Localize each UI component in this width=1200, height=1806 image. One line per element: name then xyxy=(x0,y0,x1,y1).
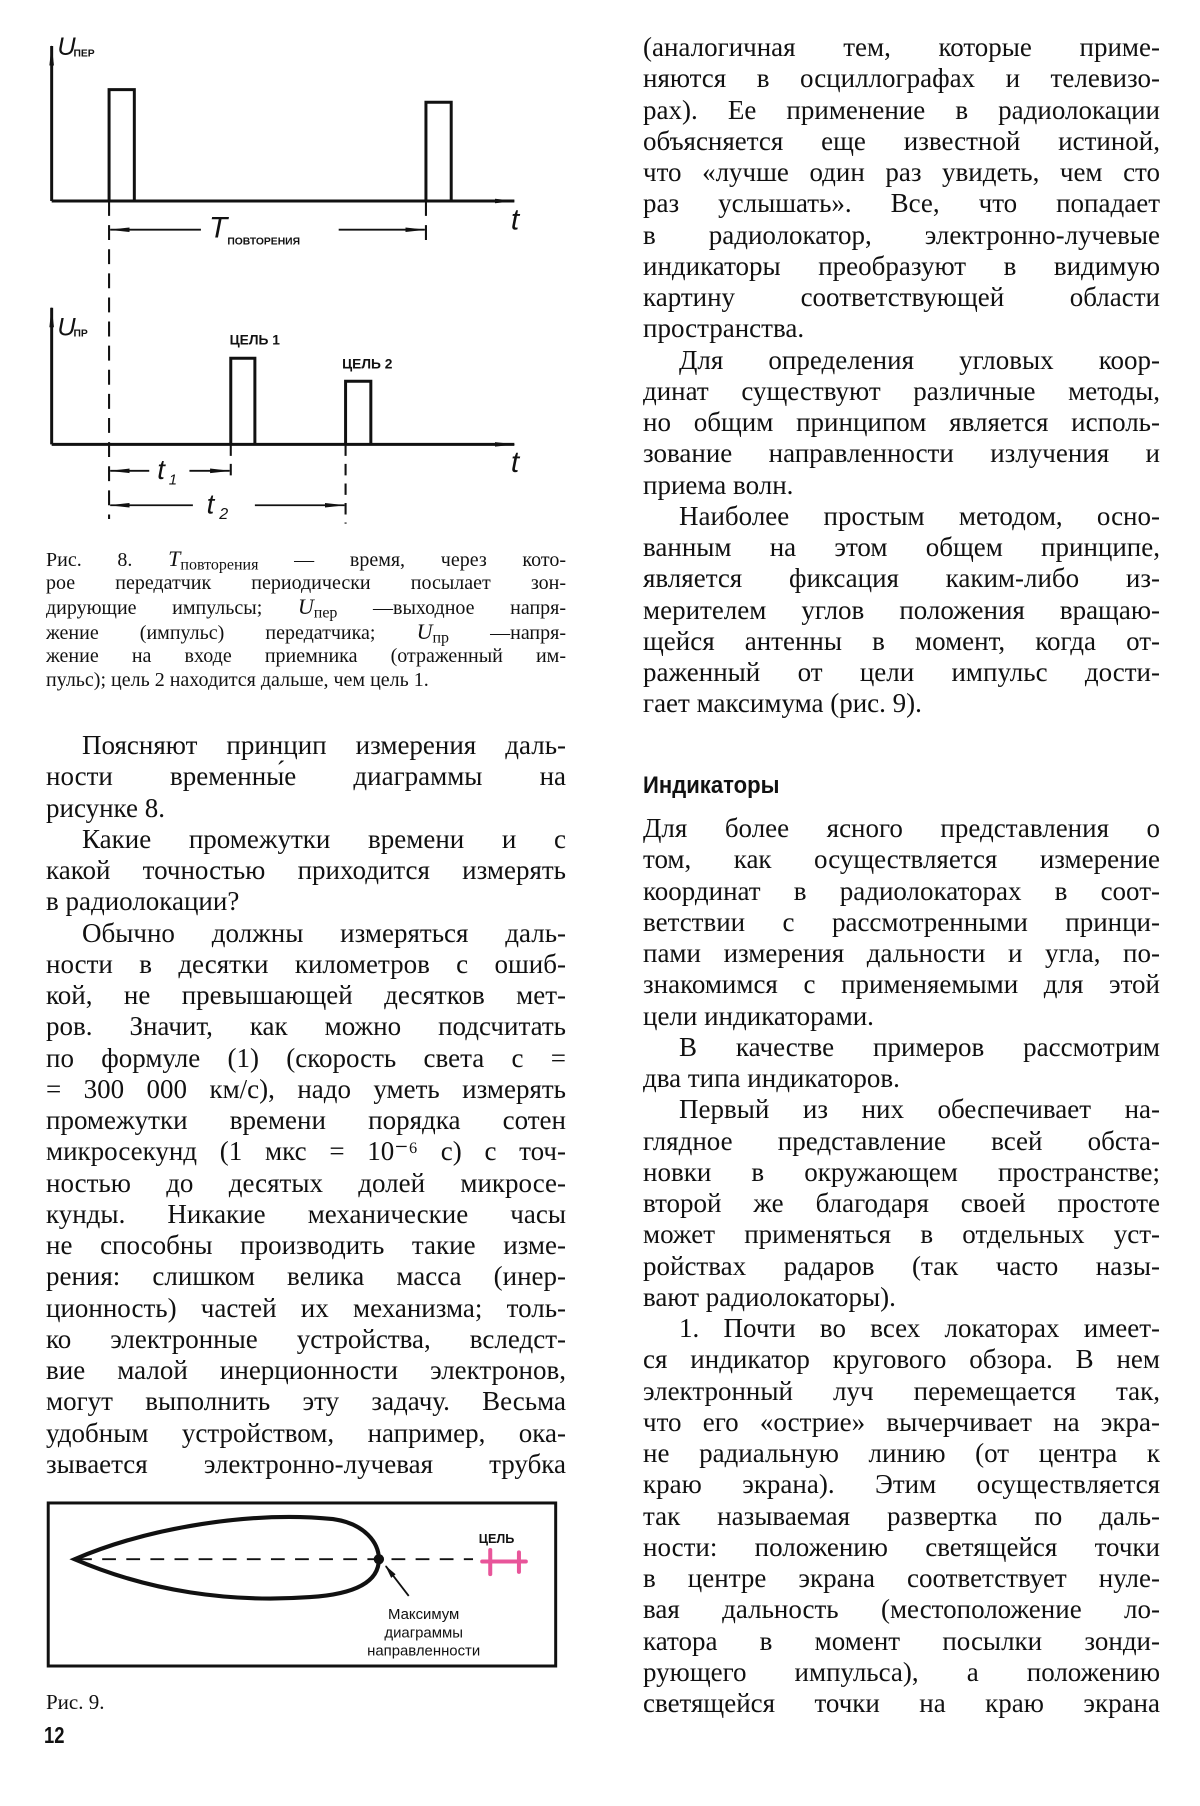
caption-line xyxy=(46,618,566,647)
page-number: 12 xyxy=(44,1722,65,1748)
text-line: какой точностью приходится измерять xyxy=(46,855,566,885)
text-line: вают радиолокаторы). xyxy=(643,1281,896,1312)
text-line: щейся антенны в момент, когда от- xyxy=(643,625,1160,656)
text-line: приема волн. xyxy=(643,469,794,500)
text-line: удобным устройством, например, ока- xyxy=(46,1417,566,1448)
text-line: (аналогичная тем, которые приме- xyxy=(643,32,1160,62)
caption-line: жение на входе приемника (отраженный им- xyxy=(46,644,566,667)
target-2-label: ЦЕЛЬ 2 xyxy=(342,356,393,372)
text-line: няются в осциллографах и телевизо- xyxy=(643,63,1160,94)
maximum-pointer-arrow xyxy=(386,1566,409,1596)
t-axis-label-top: t xyxy=(510,203,520,237)
text-line: новки в окружающем пространстве; xyxy=(643,1156,1160,1187)
text-line: в радиолокатор, электронно-лучевые xyxy=(643,219,1160,250)
text-line: не способны производить такие изме- xyxy=(46,1230,566,1260)
text-line: ности временны́е диаграммы на xyxy=(46,761,566,792)
caption-text: дирующие импульсы; xyxy=(46,597,298,620)
maximum-label-line-2: диаграммы xyxy=(384,1624,463,1642)
text-line: второй же благодаря своей простоте xyxy=(643,1188,1160,1218)
target-aircraft-icon xyxy=(482,1550,526,1574)
text-line: кой, не превышающей десятков мет- xyxy=(46,980,566,1010)
text-line: но общим принципом является исполь- xyxy=(643,407,1160,437)
text-line: В качестве примеров рассмотрим xyxy=(679,1031,1160,1062)
right-column-text-top xyxy=(643,32,1160,720)
t1-sub: 1 xyxy=(168,471,178,489)
text-line: могут выполнить эту задачу. Весьма xyxy=(46,1386,566,1417)
text-line: раз услышать». Все, что попадает xyxy=(643,188,1160,219)
caption-text: —напря- xyxy=(449,621,566,644)
text-line: краю экрана). Этим осуществляется xyxy=(643,1469,1160,1500)
caption-text: —выходное напря- xyxy=(337,597,566,620)
italic-symbol: U xyxy=(416,618,433,644)
text-line: объясняется еще известной истиной, xyxy=(643,125,1160,156)
text-line: может применяться в отдельных уст- xyxy=(643,1219,1160,1250)
text-line: вая дальность (местоположение ло- xyxy=(643,1594,1160,1625)
transmit-pulse-1 xyxy=(109,90,134,201)
maximum-label-line-1: Максимум xyxy=(388,1605,460,1623)
echo-pulse-target-1 xyxy=(231,358,255,444)
text-line: ко электронные устройства, вследст- xyxy=(46,1323,566,1354)
caption-line: рое передатчик периодически посылает зон- xyxy=(46,572,566,595)
caption-text: — время, через кото- xyxy=(258,549,566,571)
text-line: раженный от цели импульс дости- xyxy=(643,657,1160,687)
period-T-label: T xyxy=(208,211,228,245)
text-line: не радиальную линию (от центра к xyxy=(643,1438,1160,1468)
echo-pulse-target-2 xyxy=(346,381,371,444)
text-line: в радиолокации? xyxy=(46,886,240,917)
text-line: = 300 000 км/с), надо уметь измерять xyxy=(46,1073,566,1104)
text-line: ванным на этом общем принципе, xyxy=(643,532,1160,562)
caption-text: Рис. 8. xyxy=(46,549,169,571)
t2-sub: 2 xyxy=(219,505,229,524)
italic-symbol: T xyxy=(168,546,181,571)
text-line: что «лучше один раз увидеть, чем сто xyxy=(643,157,1160,187)
text-line: катора в момент посылки зонди- xyxy=(643,1625,1160,1656)
text-line: Для более ясного представления о xyxy=(643,813,1160,843)
text-line: картину соответствующей области xyxy=(643,282,1160,312)
t1-label: t xyxy=(157,453,165,485)
text-line: ройствах радаров (так часто назы- xyxy=(643,1250,1160,1281)
italic-symbol: U xyxy=(297,594,314,620)
text-line: 1. Почти во всех локаторах имеет- xyxy=(679,1313,1160,1343)
section-heading-indicators: Индикаторы xyxy=(643,772,780,799)
text-line: светящейся точки на краю экрана xyxy=(643,1688,1160,1718)
target-1-label: ЦЕЛЬ 1 xyxy=(229,332,280,348)
subscript: пер xyxy=(313,604,338,622)
u-receive-sub: ПР xyxy=(73,328,88,340)
right-column-text-bottom xyxy=(643,813,1160,1719)
caption-line: пульс); цель 2 находится дальше, чем цель 1. xyxy=(46,668,429,691)
text-line: что его «острие» вычерчивает на экра- xyxy=(643,1406,1160,1437)
period-T-sub: ПОВТОРЕНИЯ xyxy=(227,236,301,248)
caption-text: жение (импульс) передатчика; xyxy=(46,621,417,644)
text-line: зывается электронно-лучевая трубка xyxy=(46,1448,566,1479)
text-line: Для определения угловых коор- xyxy=(679,344,1160,375)
u-transmit-sub: ПЕР xyxy=(73,48,95,60)
text-line: Первый из них обеспечивает на- xyxy=(679,1094,1160,1125)
text-line: координат в радиолокаторах в соот- xyxy=(643,875,1160,906)
figure-9-radiation-pattern xyxy=(0,1480,600,1700)
text-line: рующего импульса), а положению xyxy=(643,1656,1160,1687)
t2-label: t xyxy=(206,488,215,520)
caption-line xyxy=(46,546,566,574)
text-line: ветствии с рассмотренными принци- xyxy=(643,906,1160,937)
text-line: индикаторы преобразуют в видимую xyxy=(643,250,1160,281)
text-line: Наиболее простым методом, осно- xyxy=(679,500,1160,531)
text-line: цели индикаторами. xyxy=(643,1000,874,1031)
text-line: микросекунд (1 мкс = 10⁻⁶ с) с точ- xyxy=(46,1136,566,1167)
text-line: по формуле (1) (скорость света c = xyxy=(46,1042,566,1073)
subscript: повторения xyxy=(180,556,259,574)
text-line: ров. Значит, как можно подсчитать xyxy=(46,1011,566,1042)
text-line: зование направленности излучения и xyxy=(643,438,1160,469)
text-line: два типа индикаторов. xyxy=(643,1063,900,1093)
text-line: промежутки времени порядка сотен xyxy=(46,1105,566,1135)
text-line: так называемая развертка по даль- xyxy=(643,1500,1160,1531)
text-line: ности: положению светящейся точки xyxy=(643,1531,1160,1562)
antenna-lobe xyxy=(75,1517,379,1599)
text-line: ся индикатор кругового обзора. В нем xyxy=(643,1344,1160,1375)
text-line: знакомимся с применяемыми для этой xyxy=(643,969,1160,1000)
figure-9-caption: Рис. 9. xyxy=(46,1690,105,1714)
text-line: ционность) частей их механизма; толь- xyxy=(46,1292,566,1323)
text-line: Какие промежутки времени и с xyxy=(82,823,566,854)
text-line: электронный луч перемещается так, xyxy=(643,1375,1160,1406)
text-line: ностью до десятых долей микросе- xyxy=(46,1167,566,1198)
figure-9-frame xyxy=(48,1503,555,1666)
text-line: является фиксация каким-либо из- xyxy=(643,563,1160,594)
text-line: гает максимума (рис. 9). xyxy=(643,688,922,719)
left-column-text xyxy=(46,730,566,1480)
text-line: динат существуют различные методы, xyxy=(643,375,1160,406)
text-line: вие малой инерционности электронов, xyxy=(46,1355,566,1385)
text-line: том, как осуществляется измерение xyxy=(643,844,1160,875)
text-line: глядное представление всей обста- xyxy=(643,1125,1160,1156)
text-line: кунды. Никакие механические часы xyxy=(46,1198,566,1229)
t-axis-label-bottom: t xyxy=(510,445,520,479)
text-line: рах). Ее применение в радиолокации xyxy=(643,94,1160,125)
figure-8-timing-diagram xyxy=(0,0,600,560)
caption-line xyxy=(46,594,566,622)
subscript: пр xyxy=(432,629,450,647)
text-line: рисунке 8. xyxy=(46,792,165,823)
text-line: пространства. xyxy=(643,313,805,344)
u-transmit-label: U xyxy=(57,33,76,62)
figure-8-caption xyxy=(46,547,566,692)
lobe-maximum-dot xyxy=(374,1554,384,1564)
text-line: пами измерения дальности и угла, по- xyxy=(643,938,1160,968)
transmit-pulse-2 xyxy=(426,102,451,201)
text-line: ности в десятки километров с ошиб- xyxy=(46,948,566,979)
text-line: рения: слишком велика масса (инер- xyxy=(46,1261,566,1292)
text-line: Обычно должны измеряться даль- xyxy=(82,917,566,948)
text-line: в центре экрана соответствует нуле- xyxy=(643,1563,1160,1593)
text-line: Поясняют принцип измерения даль- xyxy=(82,730,566,760)
u-receive-label: U xyxy=(57,313,76,342)
target-label: ЦЕЛЬ xyxy=(478,1532,515,1547)
maximum-label-line-3: направленности xyxy=(367,1642,481,1660)
text-line: мерителем углов положения вращаю- xyxy=(643,594,1160,625)
